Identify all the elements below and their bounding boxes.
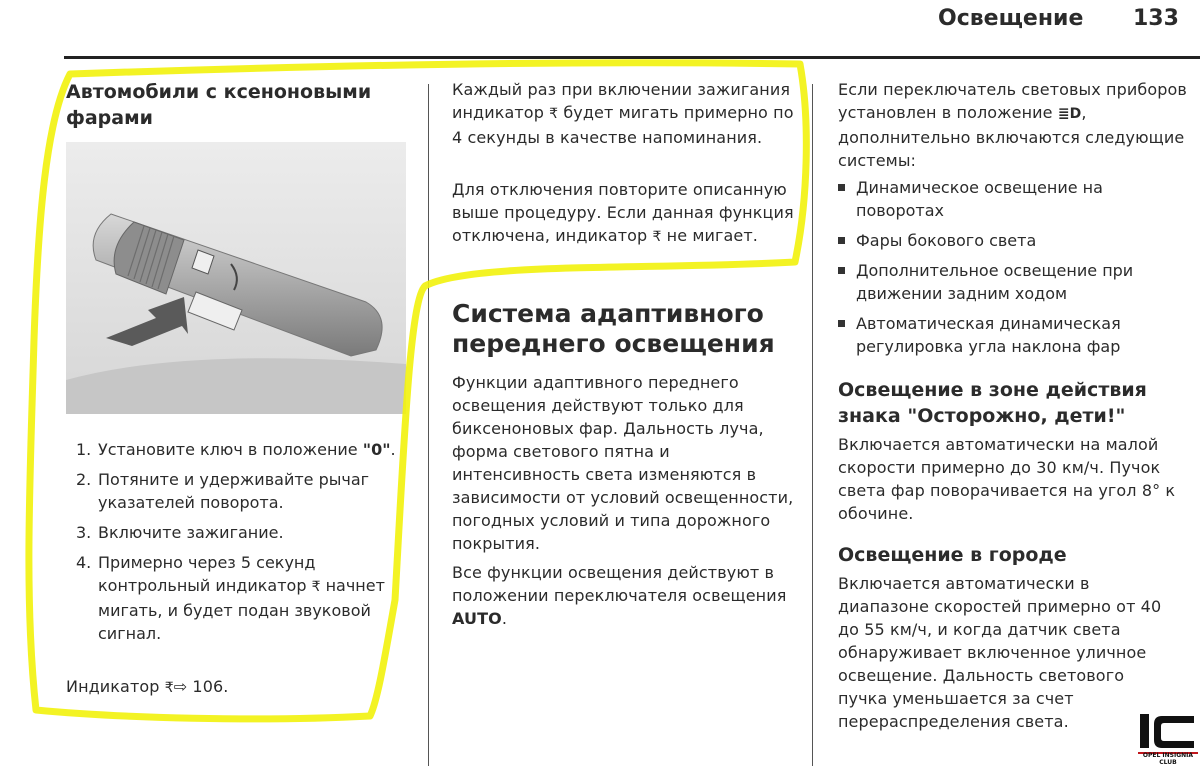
adaptive-lighting-paragraph: Функции адаптивного переднего освещения действуют только для биксеноновых фар. Дальность луча, форма светового пятна и интенсивность света изменяются в зависимости от условий освещенности, погодных условий и типа дорожного покрытия. [452, 373, 794, 553]
list-item-text: Автоматическая динамическая регулировка угла наклона фар [856, 314, 1121, 356]
headlight-indicator-icon: ₹ [549, 106, 559, 122]
paragraph-text: Все функции освещения действуют в положении переключателя освещения [452, 563, 787, 605]
list-item-text: Фары бокового света [856, 231, 1037, 250]
list-item-text: Дополнительное освещение при движении задним ходом [856, 261, 1134, 303]
list-item-text: Динамическое освещение на поворотах [856, 178, 1103, 220]
step-number: 2. [76, 470, 92, 489]
paragraph-text: . [501, 609, 507, 628]
section-title-xenon: Автомобили с ксеноновыми фарами [66, 81, 372, 129]
headlight-indicator-icon: ₹ [652, 229, 662, 245]
step-text: Потяните и удерживайте рычаг указателей поворота. [98, 470, 370, 512]
auto-mode-label: AUTO [452, 609, 502, 628]
indicator-label: Индикатор [66, 677, 165, 696]
headlight-indicator-icon: ₹ [311, 579, 321, 595]
section-title-city-lighting: Освещение в городе [838, 544, 1067, 566]
school-zone-paragraph: Включается автоматически на малой скорости примерно до 30 км/ч. Пучок света фар поворачивается на угол 8° к обочине. [838, 435, 1176, 523]
paragraph-text: Каждый раз при включении зажигания индикатор [452, 80, 791, 122]
paragraph-text: Для отключения повторите описанную выше процедуру. Если данная функция отключена, индикатор [452, 180, 794, 245]
paragraph-text: не мигает. [661, 226, 758, 245]
section-title-school-zone: Освещение в зоне действия знака "Осторожно, дети!" [838, 379, 1147, 427]
step-number: 4. [76, 553, 92, 572]
page-number: 133 [1133, 6, 1179, 31]
page-ref-arrow-icon: ⇨ [173, 677, 188, 696]
paragraph-text: Если переключатель световых приборов установлен в положение [838, 80, 1187, 122]
paragraph-text: будет мигать примерно по 4 секунды в качестве напоминания. [452, 103, 794, 147]
section-title-adaptive-lighting: Система адаптивного переднего освещения [452, 299, 775, 358]
step-text: начнет мигать, и будет подан звуковой сигнал. [98, 576, 385, 643]
paragraph-text: , дополнительно включаются следующие системы: [838, 103, 1185, 170]
step-text: Установите ключ в положение [98, 440, 363, 459]
step-text: . [390, 440, 396, 459]
logo-caption: OPEL INSIGNIA CLUB [1142, 752, 1194, 766]
step-number: 1. [76, 440, 92, 459]
step-text: Включите зажигание. [98, 523, 284, 542]
page-reference: 106. [187, 677, 229, 696]
headlight-indicator-icon: ₹ [164, 680, 174, 696]
auto-light-switch-icon: ≣D [1057, 106, 1082, 122]
step-number: 3. [76, 523, 92, 542]
city-lighting-paragraph: Включается автоматически в диапазоне скоростей примерно от 40 до 55 км/ч, и когда датчик света обнаруживает включенное уличное освещение. Дальность светового пучка уменьшается за счет перераспределения света. [838, 574, 1162, 731]
step-text: Примерно через 5 секунд контрольный индикатор [98, 553, 316, 595]
key-position-value: "0" [362, 440, 391, 459]
page-header-title: Освещение [938, 6, 1084, 31]
